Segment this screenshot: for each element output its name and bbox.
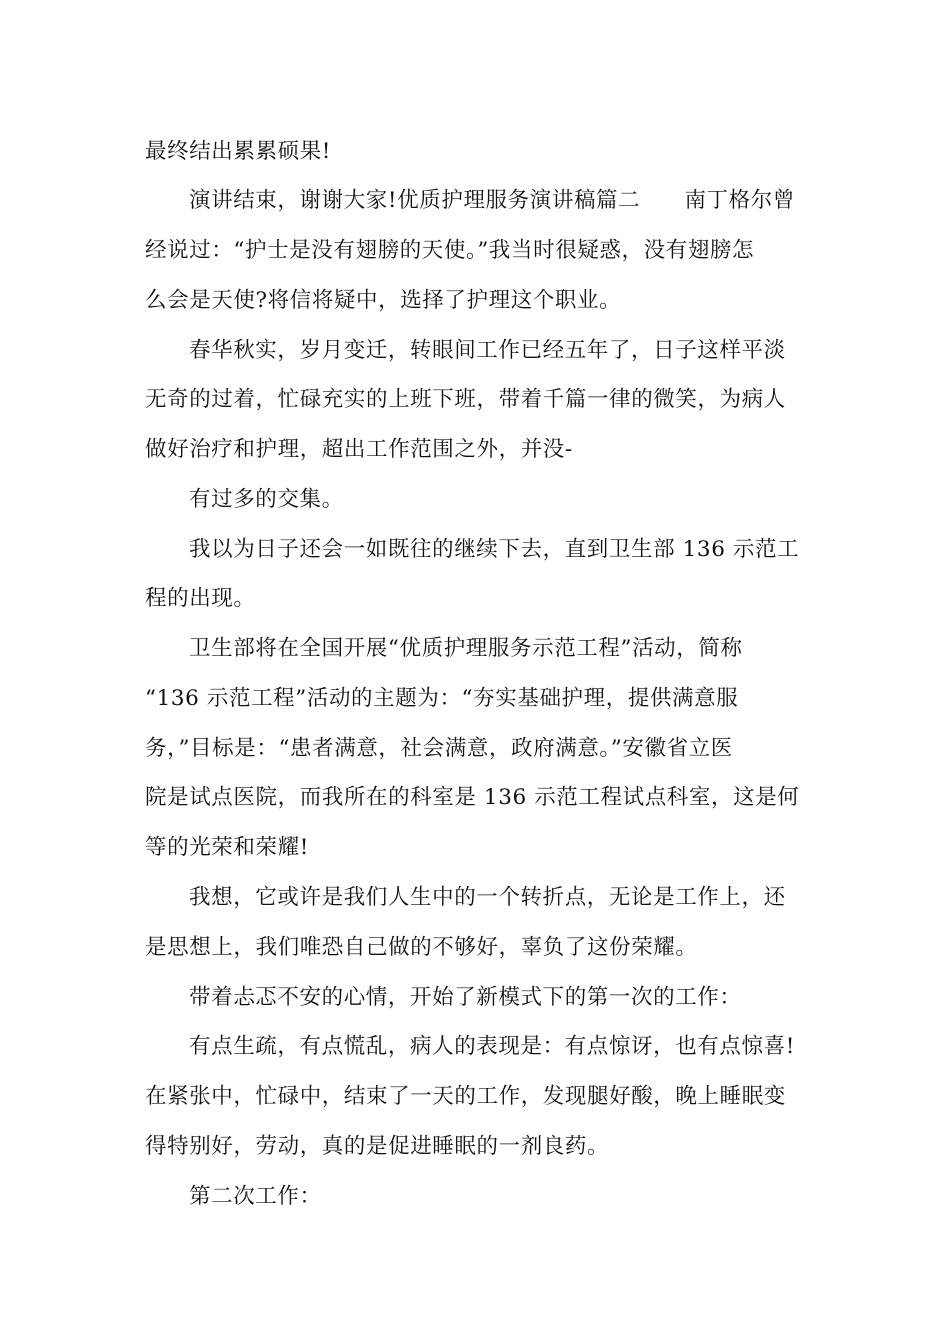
text-line: 演讲结束，谢谢大家!优质护理服务演讲稿篇二 南丁格尔曾 [189, 188, 795, 213]
text-line: 做好治疗和护理，超出工作范围之外，并没- [145, 437, 573, 462]
text-line: 得特别好，劳动，真的是促进睡眠的一剂良药。 [145, 1134, 610, 1159]
text-line: 第二次工作： [189, 1184, 322, 1209]
text-line: 等的光荣和荣耀! [145, 835, 309, 860]
text-line: 春华秋实，岁月变迁，转眼间工作已经五年了，日子这样平淡 [189, 338, 786, 363]
text-line: “136 示范工程”活动的主题为：“夯实基础护理，提供满意服 [145, 686, 739, 711]
text-line: 经说过：“护士是没有翅膀的天使。”我当时很疑惑，没有翅膀怎 [145, 238, 755, 263]
text-line: 无奇的过着，忙碌充实的上班下班，带着千篇一律的微笑，为病人 [145, 387, 786, 412]
text-line: 程的出现。 [145, 586, 256, 611]
text-line: 最终结出累累硕果! [145, 139, 332, 164]
text-line: 院是试点医院，而我所在的科室是 136 示范工程试点科室，这是何 [145, 785, 800, 810]
text-line: 带着忐忑不安的心情，开始了新模式下的第一次的工作： [189, 985, 742, 1010]
text-line: 在紧张中，忙碌中，结束了一天的工作，发现腿好酸，晚上睡眠变 [145, 1084, 786, 1109]
text-line: 卫生部将在全国开展“优质护理服务示范工程”活动，简称 [189, 636, 743, 661]
text-line: 么会是天使?将信将疑中，选择了护理这个职业。 [145, 288, 622, 313]
text-line: 我想，它或许是我们人生中的一个转折点，无论是工作上，还 [189, 885, 786, 910]
text-line: 是思想上，我们唯恐自己做的不够好，辜负了这份荣耀。 [145, 935, 698, 960]
text-line: 有过多的交集。 [189, 487, 344, 512]
text-line: 务，”目标是：“患者满意，社会满意，政府满意。”安徽省立医 [145, 736, 733, 761]
text-line: 有点生疏，有点慌乱，病人的表现是：有点惊讶，也有点惊喜! [189, 1034, 795, 1059]
text-line: 我以为日子还会一如既往的继续下去，直到卫生部 136 示范工 [189, 537, 800, 562]
